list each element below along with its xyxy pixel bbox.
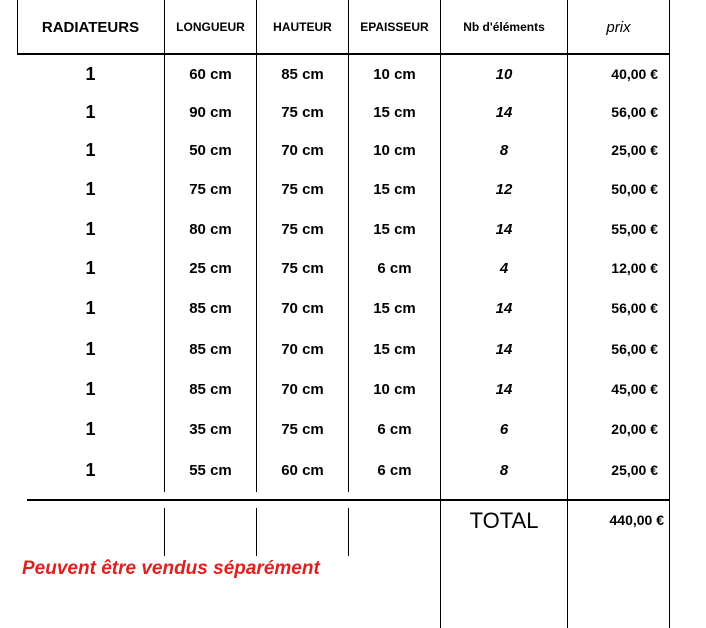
cell-longueur: 55 cm [189, 461, 232, 479]
cell-epaisseur: 6 cm [377, 259, 412, 277]
header-hauteur: HAUTEUR [273, 20, 332, 34]
cell-longueur: 85 cm [189, 380, 232, 398]
cell-epaisseur: 10 cm [373, 141, 416, 159]
cell-nb: 12 [495, 180, 513, 198]
cell-longueur: 25 cm [189, 259, 232, 277]
total-value: 440,00 € [609, 512, 664, 528]
cell-prix: 12,00 € [611, 260, 658, 276]
cell-longueur: 80 cm [189, 220, 232, 238]
cell-qty: 1 [85, 338, 96, 359]
cell-longueur: 50 cm [189, 141, 232, 159]
cell-hauteur: 85 cm [281, 65, 324, 83]
cell-epaisseur: 6 cm [377, 461, 412, 479]
cell-epaisseur: 15 cm [373, 299, 416, 317]
cell-hauteur: 70 cm [281, 380, 324, 398]
cell-qty: 1 [85, 218, 96, 239]
total-separator [27, 499, 670, 501]
cell-epaisseur: 15 cm [373, 180, 416, 198]
cell-prix: 56,00 € [611, 300, 658, 316]
cell-prix: 20,00 € [611, 421, 658, 437]
cell-nb: 8 [499, 461, 509, 479]
cell-hauteur: 75 cm [281, 220, 324, 238]
total-label: TOTAL [469, 508, 539, 533]
cell-prix: 45,00 € [611, 381, 658, 397]
cell-longueur: 75 cm [189, 180, 232, 198]
cell-qty: 1 [85, 459, 96, 480]
cell-prix: 40,00 € [611, 66, 658, 82]
cell-prix: 25,00 € [611, 462, 658, 478]
cell-epaisseur: 10 cm [373, 380, 416, 398]
cell-prix: 50,00 € [611, 181, 658, 197]
cell-nb: 6 [499, 420, 509, 438]
cell-hauteur: 75 cm [281, 259, 324, 277]
grid-line [164, 508, 165, 556]
cell-qty: 1 [85, 178, 96, 199]
cell-nb: 14 [495, 380, 513, 398]
cell-longueur: 85 cm [189, 340, 232, 358]
cell-nb: 8 [499, 141, 509, 159]
cell-qty: 1 [85, 139, 96, 160]
cell-qty: 1 [85, 297, 96, 318]
cell-nb: 14 [495, 299, 513, 317]
cell-epaisseur: 6 cm [377, 420, 412, 438]
cell-qty: 1 [85, 418, 96, 439]
header-radiateurs: RADIATEURS [41, 18, 140, 36]
cell-hauteur: 70 cm [281, 299, 324, 317]
cell-nb: 14 [495, 340, 513, 358]
sold-separately-note: Peuvent être vendus séparément [22, 558, 320, 579]
cell-prix: 56,00 € [611, 341, 658, 357]
cell-hauteur: 70 cm [281, 340, 324, 358]
cell-longueur: 35 cm [189, 420, 232, 438]
cell-longueur: 90 cm [189, 103, 232, 121]
cell-nb: 4 [499, 259, 509, 277]
cell-longueur: 60 cm [189, 65, 232, 83]
grid-line [348, 508, 349, 556]
cell-qty: 1 [85, 101, 96, 122]
cell-hauteur: 75 cm [281, 420, 324, 438]
cell-hauteur: 70 cm [281, 141, 324, 159]
header-nb-elements: Nb d'éléments [463, 20, 545, 34]
cell-nb: 14 [495, 220, 513, 238]
cell-hauteur: 60 cm [281, 461, 324, 479]
header-epaisseur: EPAISSEUR [360, 20, 429, 34]
cell-prix: 55,00 € [611, 221, 658, 237]
grid-line [256, 508, 257, 556]
cell-prix: 25,00 € [611, 142, 658, 158]
header-prix: prix [606, 18, 631, 36]
cell-epaisseur: 10 cm [373, 65, 416, 83]
cell-qty: 1 [85, 257, 96, 278]
cell-qty: 1 [85, 63, 96, 84]
cell-nb: 10 [495, 65, 513, 83]
cell-prix: 56,00 € [611, 104, 658, 120]
cell-qty: 1 [85, 378, 96, 399]
cell-nb: 14 [495, 103, 513, 121]
cell-hauteur: 75 cm [281, 103, 324, 121]
cell-hauteur: 75 cm [281, 180, 324, 198]
cell-longueur: 85 cm [189, 299, 232, 317]
grid-line [669, 0, 670, 628]
cell-epaisseur: 15 cm [373, 220, 416, 238]
cell-epaisseur: 15 cm [373, 103, 416, 121]
cell-epaisseur: 15 cm [373, 340, 416, 358]
header-longueur: LONGUEUR [176, 20, 245, 34]
